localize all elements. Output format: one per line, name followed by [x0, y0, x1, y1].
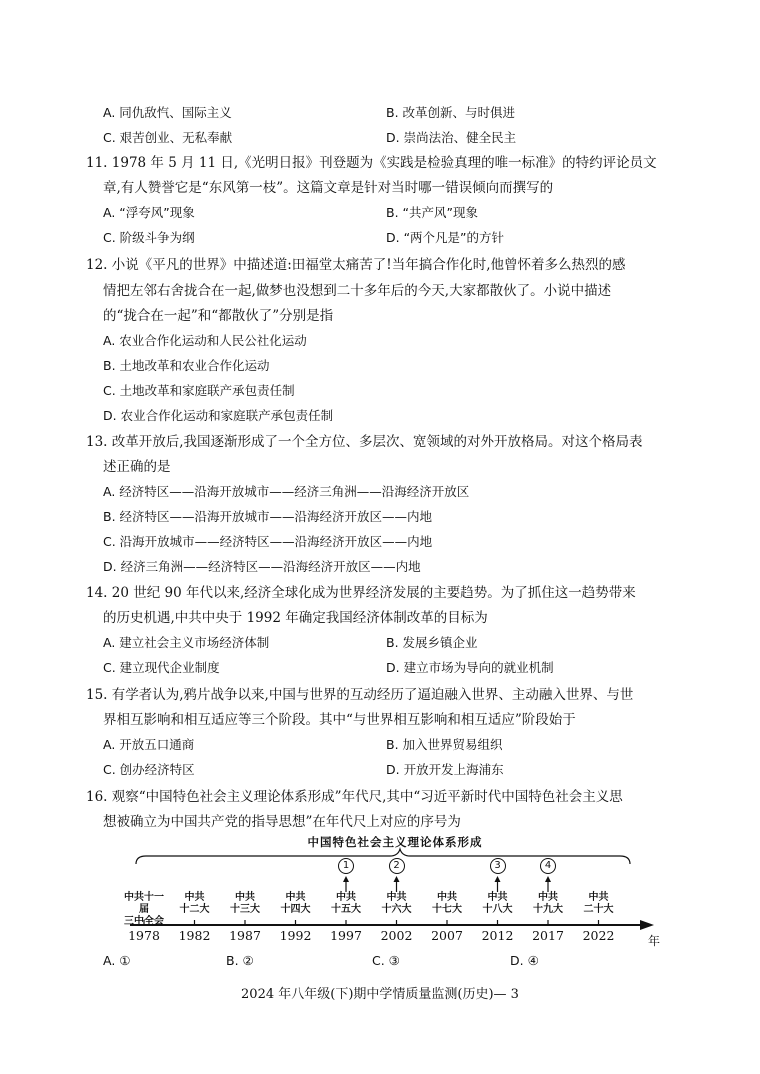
- timeline-congress-9: [575, 892, 623, 916]
- q12-option-d: D. 农业合作化运动和家庭联产承包责任制: [103, 408, 334, 423]
- congress-line-1: 中共: [437, 892, 457, 903]
- q14-stem-line-2: 的历史机遇,中共中央于 1992 年确定我国经济体制改革的目标为: [103, 610, 488, 626]
- timeline-year-2002: 2002: [380, 928, 413, 943]
- timeline-arrowhead: [640, 920, 654, 930]
- q13-option-b: B. 经济特区——沿海开放城市——沿海经济开放区——内地: [103, 509, 433, 524]
- timeline-year-2022: 2022: [582, 928, 615, 943]
- q10-option-a: A. 同仇敌忾、国际主义: [103, 105, 232, 120]
- q13-stem-line-1: 13. 改革开放后,我国逐渐形成了一个全方位、多层次、宽领域的对外开放格局。对这个格局表: [86, 434, 643, 450]
- timeline-marker-arrowhead: [545, 876, 551, 882]
- timeline-title: 中国特色社会主义理论体系形成: [307, 835, 483, 849]
- congress-line-1: 中共: [184, 892, 205, 903]
- timeline-marker-2: 2: [389, 858, 405, 874]
- q14-stem-line-1: 14. 20 世纪 90 年代以来,经济全球化成为世界经济发展的主要趋势。为了抓住这一趋势带来: [86, 585, 636, 601]
- q13-stem-line-2: 述正确的是: [103, 459, 171, 475]
- congress-line-2: 三中全会: [124, 916, 164, 927]
- timeline-congress-1: [171, 892, 219, 916]
- timeline-congress-8: [524, 892, 572, 916]
- congress-line-1: 中共: [285, 892, 306, 903]
- timeline-congress-5: [373, 892, 421, 916]
- q10-option-c: C. 艰苦创业、无私奉献: [103, 130, 233, 145]
- q13-option-d: D. 经济三角洲——经济特区——沿海经济开放区——内地: [103, 559, 421, 574]
- timeline-unit: 年: [648, 934, 661, 948]
- congress-line-2: 十九大: [533, 904, 563, 915]
- q16-stem-line-1: 16. 观察“中国特色社会主义理论体系形成”年代尺,其中“习近平新时代中国特色社会主义思: [86, 789, 623, 805]
- timeline-year-1982: 1982: [178, 928, 211, 943]
- q11-stem-line-1: 11. 1978 年 5 月 11 日,《光明日报》刊登题为《实践是检验真理的唯一标准》的特约评论员文: [86, 155, 657, 171]
- timeline-year-2012: 2012: [481, 928, 514, 943]
- q12-stem-line-2: 情把左邻右舍拢合在一起,做梦也没想到二十多年后的今天,大家都散伙了。小说中描述: [103, 283, 612, 299]
- timeline-congress-4: [322, 892, 370, 916]
- timeline-year-1992: 1992: [279, 928, 312, 943]
- q12-option-a: A. 农业合作化运动和人民公社化运动: [103, 333, 307, 348]
- q11-option-c: C. 阶级斗争为纲: [103, 230, 195, 245]
- congress-line-1: 中共: [386, 892, 407, 903]
- timeline-marker-1: 1: [338, 858, 354, 874]
- congress-line-2: 十二大: [179, 904, 210, 915]
- q11-option-d: D. “两个凡是”的方针: [386, 230, 505, 245]
- timeline-marker-3: 3: [490, 858, 506, 874]
- congress-line-1: 中共十一届: [124, 892, 164, 915]
- q11-option-a: A. “浮夸风”现象: [103, 205, 195, 220]
- timeline-congress-2: [221, 892, 269, 916]
- congress-line-1: 中共: [588, 892, 609, 903]
- q12-option-c: C. 土地改革和家庭联产承包责任制: [103, 383, 295, 398]
- q16-option-c: C. ③: [372, 953, 400, 968]
- timeline-figure: [120, 834, 680, 950]
- timeline-marker-4: 4: [540, 858, 556, 874]
- congress-line-2: 十七大: [432, 904, 462, 915]
- q12-stem-line-3: 的“拢合在一起”和“都散伙了”分别是指: [103, 308, 334, 324]
- q11-option-b: B. “共产风”现象: [386, 205, 478, 220]
- congress-line-2: 十五大: [331, 904, 361, 915]
- timeline-year-2007: 2007: [431, 928, 463, 943]
- q15-option-a: A. 开放五口通商: [103, 737, 195, 752]
- timeline-marker-arrowhead: [394, 876, 400, 882]
- timeline-congress-3: [272, 892, 320, 916]
- timeline-congress-0: [120, 892, 168, 928]
- congress-line-2: 十三大: [230, 904, 260, 915]
- congress-line-1: 中共: [487, 892, 508, 903]
- q16-option-a: A. ①: [103, 953, 131, 968]
- timeline-year-1978: 1978: [128, 928, 160, 943]
- q11-stem-line-2: 章,有人赞誉它是“东风第一枝”。这篇文章是针对当时哪一错误倾向而撰写的: [103, 180, 554, 196]
- congress-line-2: 十八大: [482, 904, 513, 915]
- q12-option-b: B. 土地改革和农业合作化运动: [103, 358, 270, 373]
- timeline-congress-6: [423, 892, 471, 916]
- q13-option-a: A. 经济特区——沿海开放城市——经济三角洲——沿海经济开放区: [103, 484, 470, 499]
- timeline-year-2017: 2017: [532, 928, 564, 943]
- q15-option-d: D. 开放开发上海浦东: [386, 762, 504, 777]
- timeline-year-1987: 1987: [229, 928, 261, 943]
- q15-stem-line-2: 界相互影响和相互适应等三个阶段。其中“与世界相互影响和相互适应”阶段始于: [103, 712, 576, 728]
- timeline-year-1997: 1997: [330, 928, 362, 943]
- congress-line-2: 二十大: [583, 904, 614, 915]
- timeline-brace: [136, 849, 630, 864]
- congress-line-1: 中共: [538, 892, 558, 903]
- q15-stem-line-1: 15. 有学者认为,鸦片战争以来,中国与世界的互动经历了逼迫融入世界、主动融入世界、与世: [86, 687, 634, 703]
- q14-option-d: D. 建立市场为导向的就业机制: [386, 660, 554, 675]
- congress-line-1: 中共: [235, 892, 255, 903]
- q13-option-c: C. 沿海开放城市——经济特区——沿海经济开放区——内地: [103, 534, 433, 549]
- congress-line-2: 十六大: [381, 904, 412, 915]
- q16-stem-line-2: 想被确立为中国共产党的指导思想”在年代尺上对应的序号为: [103, 814, 461, 830]
- q16-option-d: D. ④: [510, 953, 539, 968]
- q10-option-b: B. 改革创新、与时俱进: [386, 105, 516, 120]
- timeline-marker-arrowhead: [343, 876, 349, 882]
- q14-option-b: B. 发展乡镇企业: [386, 635, 478, 650]
- timeline-marker-arrowhead: [495, 876, 501, 882]
- q14-option-c: C. 建立现代企业制度: [103, 660, 220, 675]
- q14-option-a: A. 建立社会主义市场经济体制: [103, 635, 270, 650]
- q12-stem-line-1: 12. 小说《平凡的世界》中描述道:田福堂太痛苦了!当年搞合作化时,他曾怀着多么热烈的感: [86, 257, 626, 273]
- q10-option-d: D. 崇尚法治、健全民主: [386, 130, 517, 145]
- congress-line-1: 中共: [336, 892, 356, 903]
- q15-option-c: C. 创办经济特区: [103, 762, 195, 777]
- congress-line-2: 十四大: [280, 904, 311, 915]
- q16-option-b: B. ②: [226, 953, 254, 968]
- timeline-congress-7: [474, 892, 522, 916]
- q15-option-b: B. 加入世界贸易组织: [386, 737, 503, 752]
- page-footer: 2024 年八年级(下)期中学情质量监测(历史)— 3: [241, 987, 519, 1002]
